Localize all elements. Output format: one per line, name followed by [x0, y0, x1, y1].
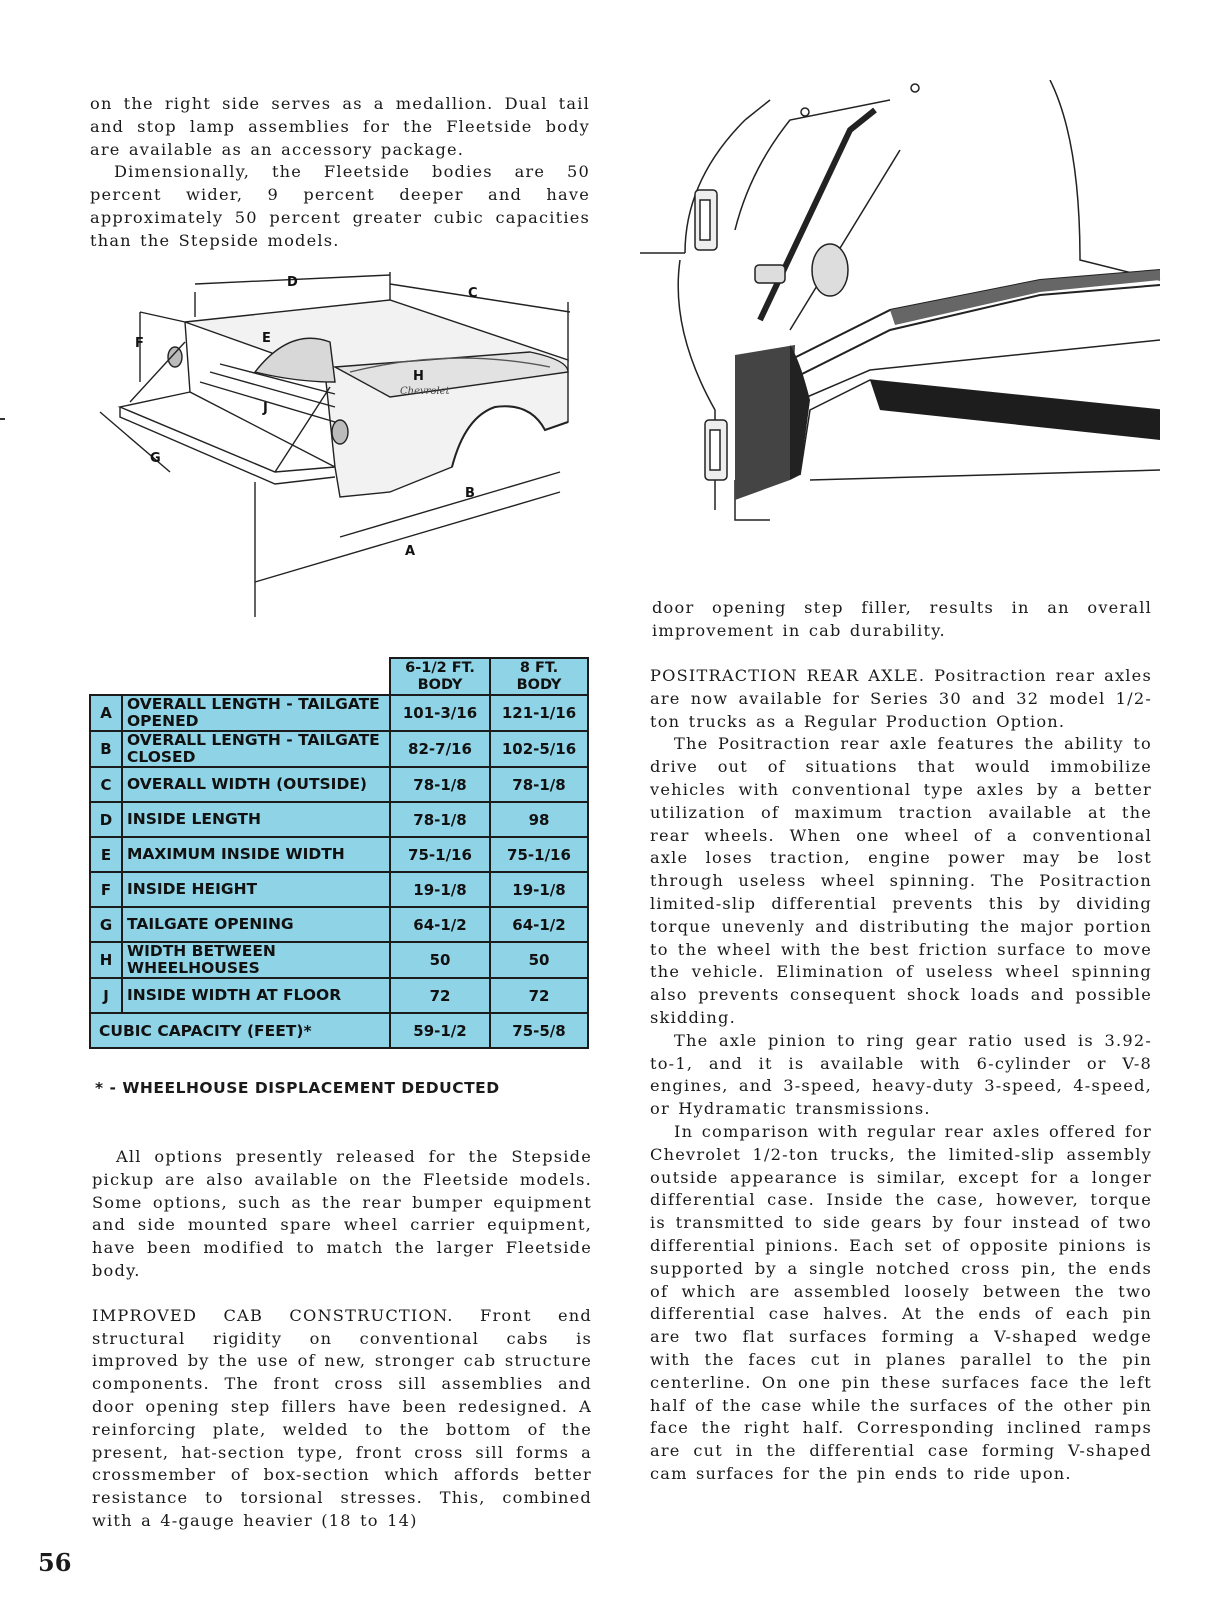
- table-row: [90, 802, 588, 837]
- table-header-row: [90, 658, 588, 695]
- row-value-8-ft: 121-1/16: [490, 695, 588, 731]
- left-column-lower-text: [92, 1146, 592, 1533]
- table-row: [90, 837, 588, 872]
- row-label: OVERALL LENGTH - TAILGATE OPENED: [122, 695, 390, 731]
- table-header-blank: [90, 658, 390, 695]
- row-key: F: [90, 872, 122, 907]
- table-footnote: * - WHEELHOUSE DISPLACEMENT DEDUCTED: [95, 1079, 500, 1097]
- row-value-8-ft: 19-1/8: [490, 872, 588, 907]
- row-value-8-ft: 78-1/8: [490, 767, 588, 802]
- pickup-body-dimensions-table: [89, 657, 589, 1049]
- row-value-8-ft: 98: [490, 802, 588, 837]
- row-key: D: [90, 802, 122, 837]
- row-value-8-ft: 50: [490, 942, 588, 978]
- positraction-paragraph-3: The axle pinion to ring gear ratio used is 3.92-to-1, and it is available with 6-cylinder or V-8 engines, and 3-speed, heavy-duty 3-speed, 4-speed, or Hydramatic transmissions.: [650, 1030, 1152, 1119]
- table-row: [90, 731, 588, 767]
- cab-drawing: [640, 80, 1170, 530]
- row-value-6-5-ft: 50: [390, 942, 490, 978]
- table-row: [90, 907, 588, 942]
- cubic-capacity-6-5-ft: 59-1/2: [390, 1013, 490, 1048]
- table-body: [90, 695, 588, 1048]
- dim-label-e: E: [262, 331, 271, 346]
- row-value-8-ft: 72: [490, 978, 588, 1013]
- table-row-cubic-capacity: [90, 1013, 588, 1048]
- cab-construction-paragraph: [92, 1305, 592, 1533]
- scan-edge-mark: [0, 418, 5, 420]
- row-value-6-5-ft: 82-7/16: [390, 731, 490, 767]
- dim-label-a: A: [405, 544, 416, 559]
- row-key: A: [90, 695, 122, 731]
- row-key: G: [90, 907, 122, 942]
- row-key: E: [90, 837, 122, 872]
- right-column-continuation: [652, 597, 1152, 643]
- table-row: [90, 872, 588, 907]
- row-label: MAXIMUM INSIDE WIDTH: [122, 837, 390, 872]
- row-value-6-5-ft: 64-1/2: [390, 907, 490, 942]
- positraction-paragraph-4: In comparison with regular rear axles offered for Chevrolet 1/2-ton trucks, the limited-slip assembly outside appearance is similar, except for a longer differential case. Inside the case, however, torque is transmitted to side gears by four instead of two differential pinions. Each set of opposite pinions is supported by a single notched cross pin, the ends of which are assembled loosely between the two differential case halves. At the ends of each pin are two flat surfaces forming a V-shaped wedge with the faces cut in planes parallel to the pin centerline. On one pin these surfaces face the left half of the case while the surfaces of the other pin face the right half. Corresponding inclined ramps are cut in the differential case forming V-shaped cam surfaces for the pin ends to ride upon.: [650, 1121, 1152, 1483]
- intro-paragraph-1: on the right side serves as a medallion. Dual tail and stop lamp assemblies for the Fleetside body are available as an accessory package.: [90, 94, 590, 159]
- row-value-8-ft: 64-1/2: [490, 907, 588, 942]
- cubic-capacity-8-ft: 75-5/8: [490, 1013, 588, 1048]
- row-key: H: [90, 942, 122, 978]
- cubic-capacity-label: CUBIC CAPACITY (FEET)*: [90, 1013, 390, 1048]
- row-key: C: [90, 767, 122, 802]
- page-number: 56: [38, 1548, 72, 1577]
- row-value-6-5-ft: 78-1/8: [390, 802, 490, 837]
- table-row: [90, 767, 588, 802]
- row-label: OVERALL WIDTH (OUTSIDE): [122, 767, 390, 802]
- row-key: B: [90, 731, 122, 767]
- row-value-8-ft: 102-5/16: [490, 731, 588, 767]
- row-label: TAILGATE OPENING: [122, 907, 390, 942]
- cab-construction-heading: IMPROVED CAB CONSTRUCTION.: [92, 1305, 454, 1325]
- positraction-intro-body: Positraction rear axles are now available for Series 30 and 32 model 1/2-ton trucks as a Regular Production Option.: [650, 666, 1152, 731]
- right-column-positraction-text: [650, 665, 1152, 1486]
- row-value-6-5-ft: 72: [390, 978, 490, 1013]
- intro-text: [90, 93, 590, 253]
- dim-label-f: F: [135, 336, 144, 351]
- row-label: OVERALL LENGTH - TAILGATE CLOSED: [122, 731, 390, 767]
- positraction-heading: POSITRACTION REAR AXLE.: [650, 666, 926, 685]
- table-row: [90, 942, 588, 978]
- row-value-8-ft: 75-1/16: [490, 837, 588, 872]
- column-header-8-ft: 8 FT. BODY: [490, 658, 588, 695]
- dim-label-h: H: [413, 369, 424, 384]
- options-paragraph: All options presently released for the Stepside pickup are also available on the Fleetside models. Some options, such as the rear bumper equipment and side mounted spare wheel carrier equipment, have been modified to match the larger Fleetside body.: [92, 1147, 592, 1280]
- pickup-bed-drawing: [90, 272, 600, 617]
- row-label: INSIDE LENGTH: [122, 802, 390, 837]
- pickup-bed-dimension-illustration: [90, 272, 600, 617]
- column-header-6-5-ft: 6-1/2 FT. BODY: [390, 658, 490, 695]
- row-value-6-5-ft: 19-1/8: [390, 872, 490, 907]
- positraction-paragraph-2: The Positraction rear axle features the ability to drive out of situations that would immobilize vehicles with conventional type axles by a better utilization of maximum traction available at the rear wheels. When one wheel of a conventional axle loses traction, engine power may be lost through useless wheel spinning. The Positraction limited-slip differential prevents this by dividing torque unevenly and distributing the major portion to the wheel with the best friction surface to move the vehicle. Elimination of useless wheel spinning also prevents consequent shock loads and possible skidding.: [650, 734, 1152, 1027]
- dim-label-d: D: [287, 275, 298, 290]
- row-value-6-5-ft: 75-1/16: [390, 837, 490, 872]
- dim-label-j: J: [263, 401, 268, 416]
- right-top-paragraph: door opening step filler, results in an overall improvement in cab durability.: [652, 598, 1152, 640]
- dim-label-c: C: [468, 286, 478, 301]
- dim-label-g: G: [150, 451, 161, 466]
- cab-cross-sill-illustration: [640, 80, 1170, 530]
- row-value-6-5-ft: 101-3/16: [390, 695, 490, 731]
- row-value-6-5-ft: 78-1/8: [390, 767, 490, 802]
- cab-construction-body: Front end structural rigidity on conventional cabs is improved by the use of new, stronger cab structure components. The front cross sill assemblies and door opening step fillers have been redesigned. A reinforcing plate, welded to the bottom of the present, hat-section type, front cross sill forms a crossmember of box-section which affords better resistance to torsional stresses. This, combined with a 4-gauge heavier (18 to 14): [92, 1305, 592, 1530]
- intro-paragraph-2: Dimensionally, the Fleetside bodies are 50 percent wider, 9 percent deeper and have approximately 50 percent greater cubic capacities than the Stepside models.: [90, 162, 590, 250]
- chevrolet-script: Chevrolet: [400, 386, 450, 397]
- positraction-intro-paragraph: [650, 665, 1152, 733]
- table-row: [90, 695, 588, 731]
- dim-label-b: B: [465, 486, 475, 501]
- row-label: INSIDE WIDTH AT FLOOR: [122, 978, 390, 1013]
- row-key: J: [90, 978, 122, 1013]
- row-label: WIDTH BETWEEN WHEELHOUSES: [122, 942, 390, 978]
- row-label: INSIDE HEIGHT: [122, 872, 390, 907]
- table-row: [90, 978, 588, 1013]
